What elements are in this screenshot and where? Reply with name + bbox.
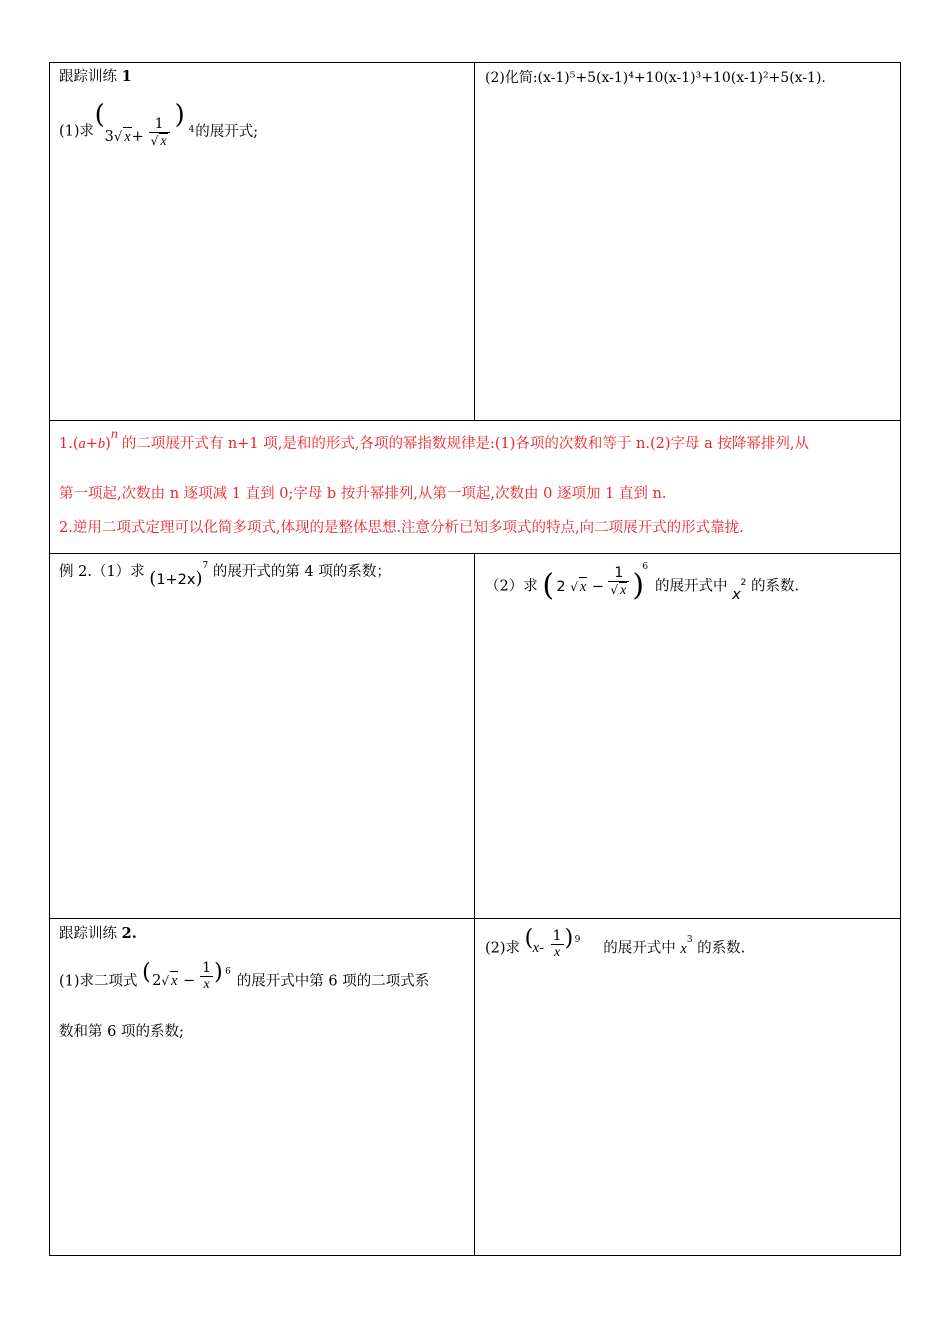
practice-1-title: 跟踪训练 1 — [59, 68, 132, 85]
row-practice-2 — [49, 918, 901, 1256]
practice-2-right-cell — [475, 919, 900, 1255]
example-2-left-cell — [50, 554, 475, 918]
note-line-3: 2.逆用二项式定理可以化简多项式,体现的是整体思想.注意分析已知多项式的特点,向二项展开式的形式靠拢. — [59, 520, 744, 536]
note-line-1: 1.(a+b)n的二项展开式有 n+1 项,是和的形式,各项的幂指数规律是:(1)各项的次数和等于 n.(2)字母 a 按降幂排列,从 — [59, 427, 809, 452]
example-2-question-2: （2）求 ( 2 √ x − $\frac{1}{√ x}$ ) 6 的展开式中 $x^2$ 的系数. — [485, 562, 800, 603]
row-practice-1 — [49, 62, 901, 420]
practice-2-question-1-line-2: 数和第 6 项的系数; — [59, 1024, 184, 1040]
practice-2-left-cell — [50, 919, 475, 1255]
practice-2-title: 跟踪训练 2. — [59, 925, 137, 942]
example-2-right-cell — [475, 554, 900, 918]
practice-2-question-2: (2)求 ( x- $\frac{1}{x}$ ) 9 的展开式中 $x^3$ 的系数. — [485, 926, 746, 961]
practice-1-right-cell — [475, 63, 900, 420]
practice-2-question-1: (1)求二项式 ( 2√ x − $\frac{1}{x}$ ) 6 的展开式中第 6 项的二项式系 — [59, 960, 430, 993]
practice-1-cell — [50, 63, 475, 420]
note-line-2: 第一项起,次数由 n 逐项减 1 直到 0;字母 b 按升幂排列,从第一项起,次数由 0 逐项加 1 直到 n. — [59, 486, 667, 502]
summary-note — [50, 421, 900, 553]
row-example-2 — [49, 553, 901, 918]
row-summary-note — [49, 420, 901, 553]
practice-1-question-1: (1)求 ( 3√ x+ $\frac{1}{√ x}$ ) 4 的展开式; — [59, 100, 259, 150]
worksheet-table — [49, 62, 901, 1256]
example-2-question-1: 例 2.（1）求 $(1+2x)^7$ 的展开式的第 4 项的系数； — [59, 561, 391, 589]
practice-1-question-2: (2)化简:(x-1)⁵+5(x-1)⁴+10(x-1)³+10(x-1)²+5(x-1). — [485, 70, 826, 86]
